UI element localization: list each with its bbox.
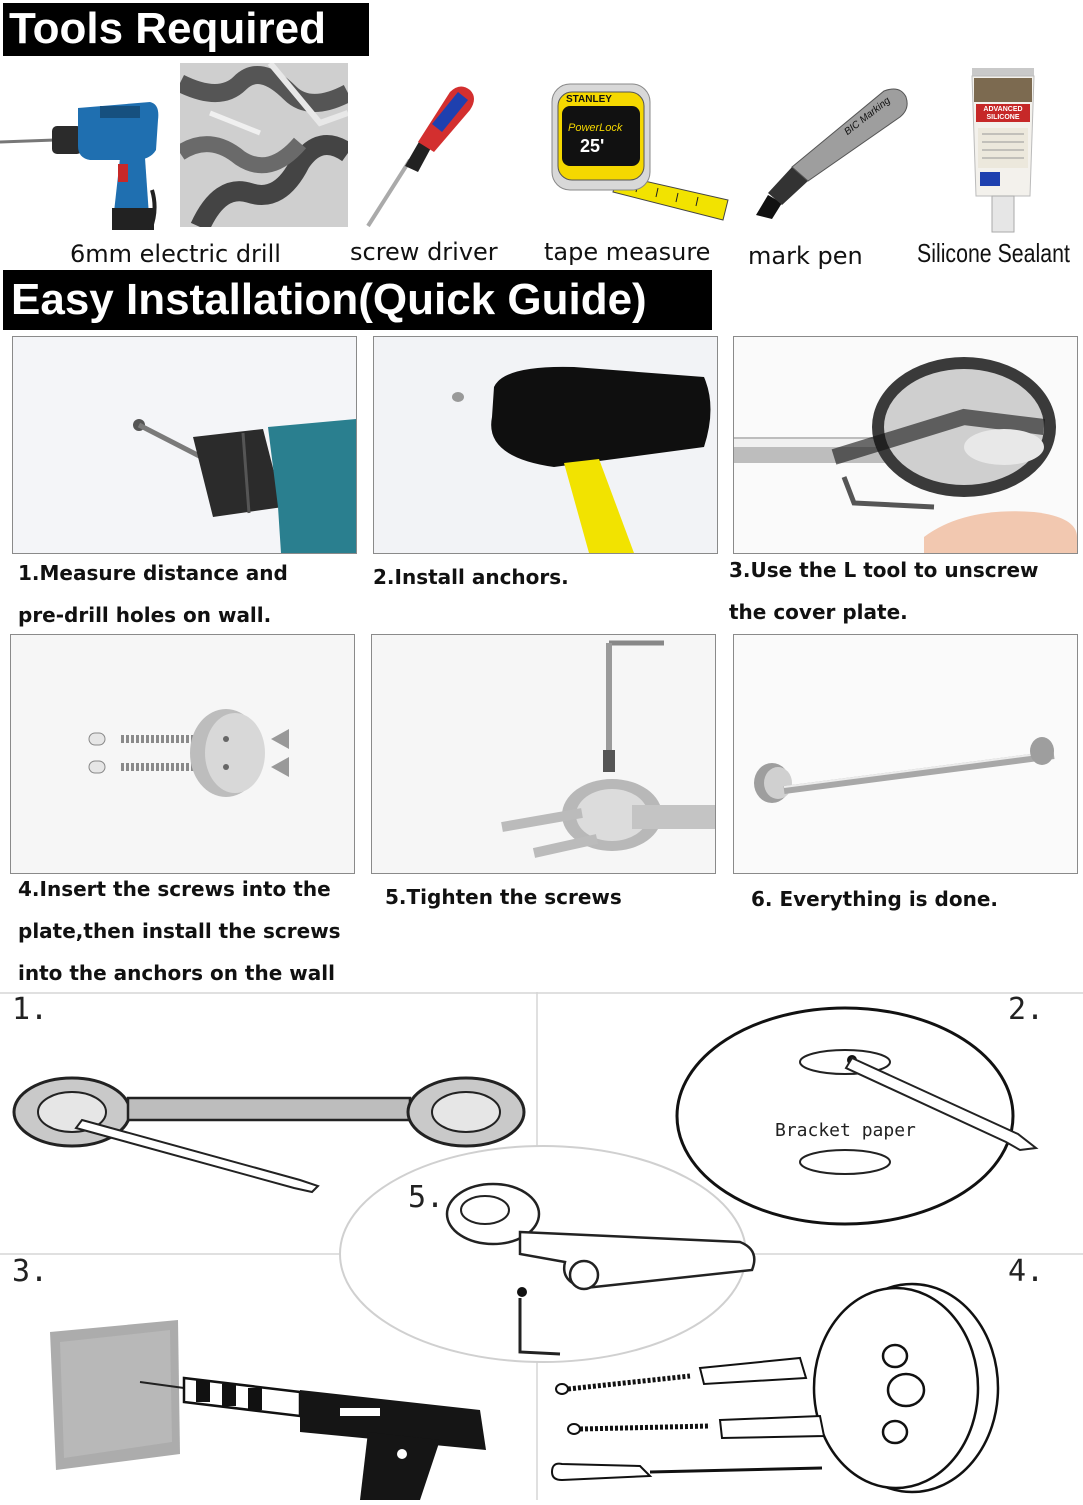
step-2-line-1: 2.Install anchors. [373, 565, 569, 589]
tape-brand: STANLEY [566, 94, 612, 105]
tool-label-drill: 6mm electric drill [70, 240, 281, 268]
tape-size: 25' [580, 136, 605, 156]
step-3-line-1: 3.Use the L tool to unscrew [729, 558, 1039, 582]
bracket-text: Bracket paper [775, 1120, 916, 1141]
electric-drill-icon [0, 80, 170, 230]
tools-title: Tools Required [3, 3, 369, 56]
step-4-line-2: plate,then install the screws [18, 919, 341, 943]
diagram-label-2: 2. [1008, 992, 1045, 1027]
silicone-tube-icon [968, 68, 1038, 236]
line-diagram [0, 992, 1083, 1500]
guide-title: Easy Installation(Quick Guide) [3, 270, 712, 330]
step-1-photo [12, 336, 357, 554]
diagram-label-1: 1. [12, 992, 49, 1027]
pen-brand: BIC Marking [842, 95, 893, 138]
tool-label-screwdriver: screw driver [350, 238, 498, 266]
step-1-line-2: pre-drill holes on wall. [18, 603, 272, 627]
diagram-label-5: 5. [408, 1180, 445, 1215]
step-4-line-3: into the anchors on the wall [18, 961, 335, 985]
tape-measure-icon [548, 80, 733, 225]
tube-text: ADVANCED SILICONE [983, 106, 1023, 121]
tool-label-tape: tape measure [544, 238, 711, 266]
step-2-photo [373, 336, 718, 554]
marker-pen-icon [752, 85, 912, 220]
panel-2-bracket-paper [677, 1008, 1036, 1224]
step-1-line-1: 1.Measure distance and [18, 561, 288, 585]
panel-3-drill-drawing [50, 1320, 486, 1500]
step-6-line-1: 6. Everything is done. [751, 887, 998, 911]
diagram-label-4: 4. [1008, 1254, 1045, 1289]
tape-model: PowerLock [568, 122, 623, 134]
screwdriver-icon [360, 80, 490, 230]
diagram-label-3: 3. [12, 1254, 49, 1289]
drill-bit-icon [180, 63, 348, 227]
step-5-line-1: 5.Tighten the screws [385, 885, 622, 909]
panel-5-tighten-drawing [340, 1146, 754, 1362]
step-6-photo [733, 634, 1078, 874]
step-3-photo [733, 336, 1078, 554]
step-5-photo [371, 634, 716, 874]
tool-label-pen: mark pen [748, 242, 863, 270]
step-3-line-2: the cover plate. [729, 600, 908, 624]
tool-label-sealant: Silicone Sealant [917, 238, 1070, 268]
step-4-photo [10, 634, 355, 874]
step-4-line-1: 4.Insert the screws into the [18, 877, 331, 901]
